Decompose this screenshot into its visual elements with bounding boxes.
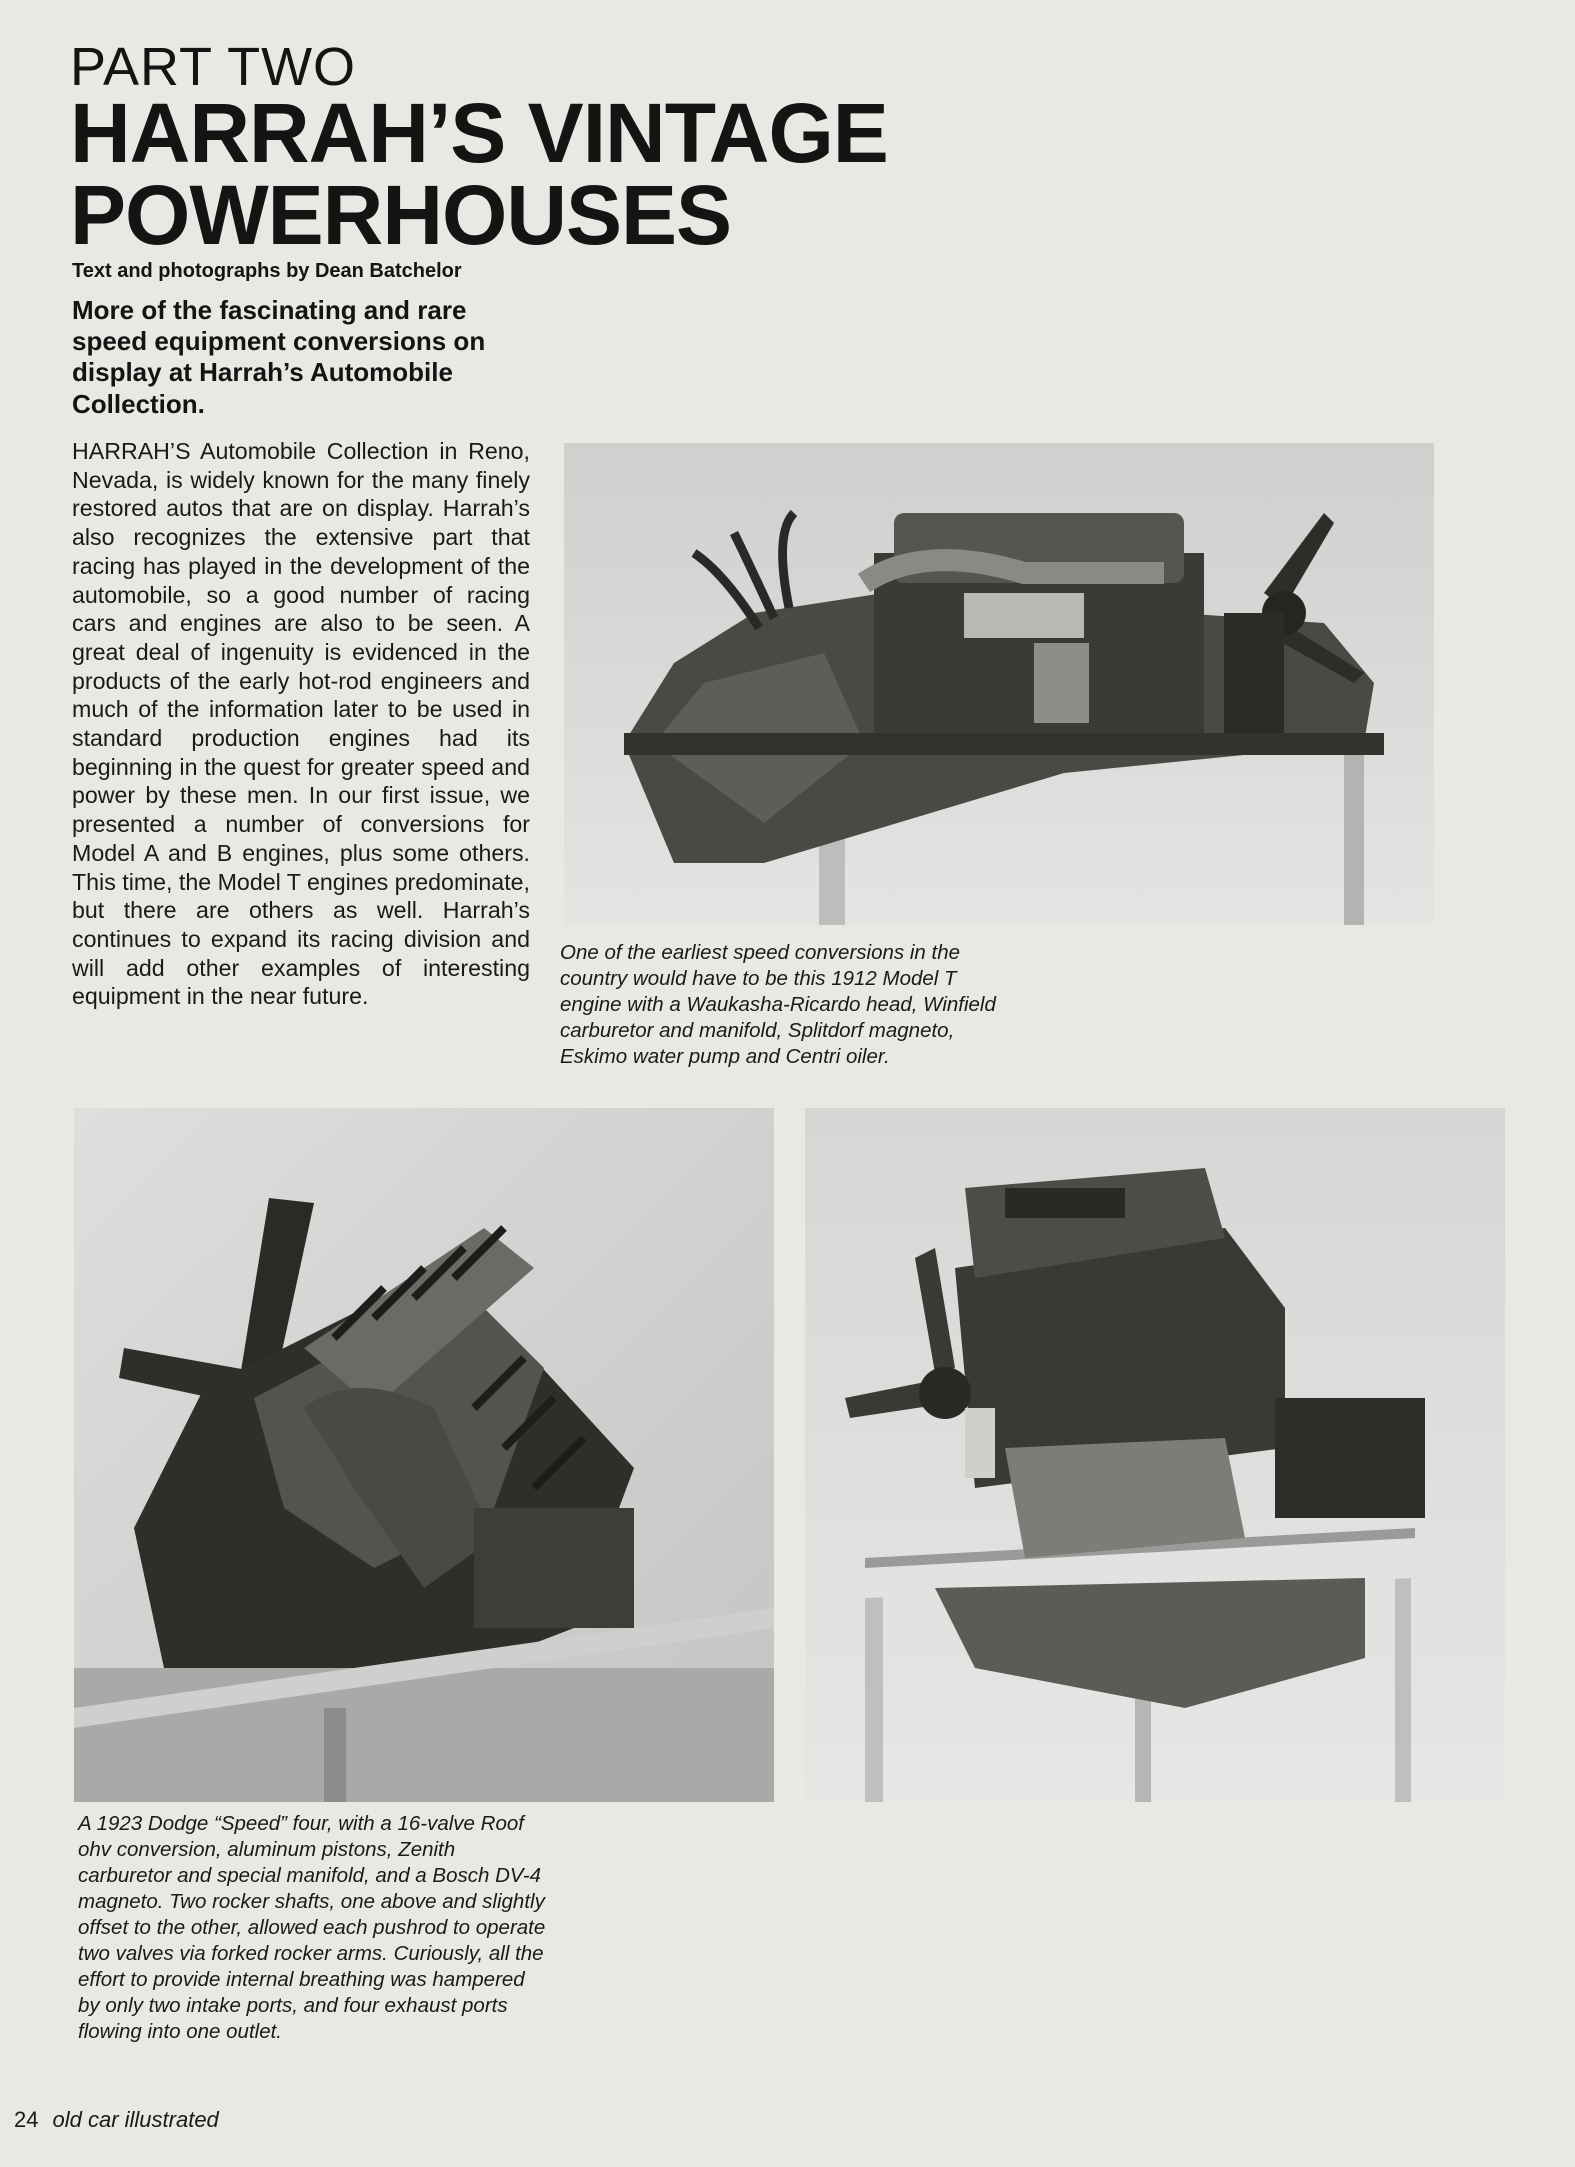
headline bbox=[70, 86, 888, 263]
photo-engine-on-stand bbox=[805, 1108, 1505, 1802]
deck: More of the fascinating and rare speed equipment conversions on display at Harrah’s Automobile Collection. bbox=[72, 295, 486, 419]
caption-dodge: A 1923 Dodge “Speed” four, with a 16-valve Roof ohv conversion, aluminum pistons, Zenith carburetor and special manifold, and a Bosch DV-4 magneto. Two rocker shafts, one above and slightly offset to the other, allowed each pushrod to operate two valves via forked rocker arms. Curiously, all the effort to provide internal breathing was hampered by only two intake ports, and four exhaust ports flowing into one outlet. bbox=[78, 1812, 546, 2043]
article-body: HARRAH’S Automobile Collection in Reno, Nevada, is widely known for the many finely restored autos that are on display. Harrah’s also recognizes the extensive part that racing has played in the development of the automobile, so a good number of racing cars and engines are also to be seen. A great deal of ingenuity is evidenced in the products of the early hot-rod engineers and much of the information later to be used in standard production engines had its beginning in the quest for greater speed and power by these men. In our first issue, we presented a number of conversions for Model A and B engines, plus some others. This time, the Model T engines predominate, but there are others as well. Harrah’s continues to expand its racing division and will add other examples of interesting equipment in the near future. bbox=[72, 438, 530, 1010]
photo-engine-on-stand-image bbox=[805, 1108, 1505, 1802]
page-number: 24 bbox=[14, 2107, 39, 2132]
byline: Text and photographs by Dean Batchelor bbox=[72, 260, 462, 282]
kicker: PART TWO bbox=[70, 37, 357, 97]
headline-line-1: HARRAH’S VINTAGE bbox=[70, 86, 888, 180]
headline-line-2: POWERHOUSES bbox=[70, 168, 732, 263]
page-footer bbox=[14, 2107, 219, 2133]
caption-model-t: One of the earliest speed conversions in the country would have to be this 1912 Model T engine with a Waukasha-Ricardo head, Winfield carburetor and manifold, Splitdorf magneto, Eskimo water pump and Centri oiler. bbox=[560, 941, 996, 1068]
photo-dodge-speed-four bbox=[74, 1108, 774, 1802]
photo-dodge-speed-four-image bbox=[74, 1108, 774, 1802]
photo-model-t-engine-image bbox=[564, 443, 1434, 925]
publication-name: old car illustrated bbox=[52, 2107, 219, 2132]
photo-model-t-engine bbox=[564, 443, 1434, 925]
